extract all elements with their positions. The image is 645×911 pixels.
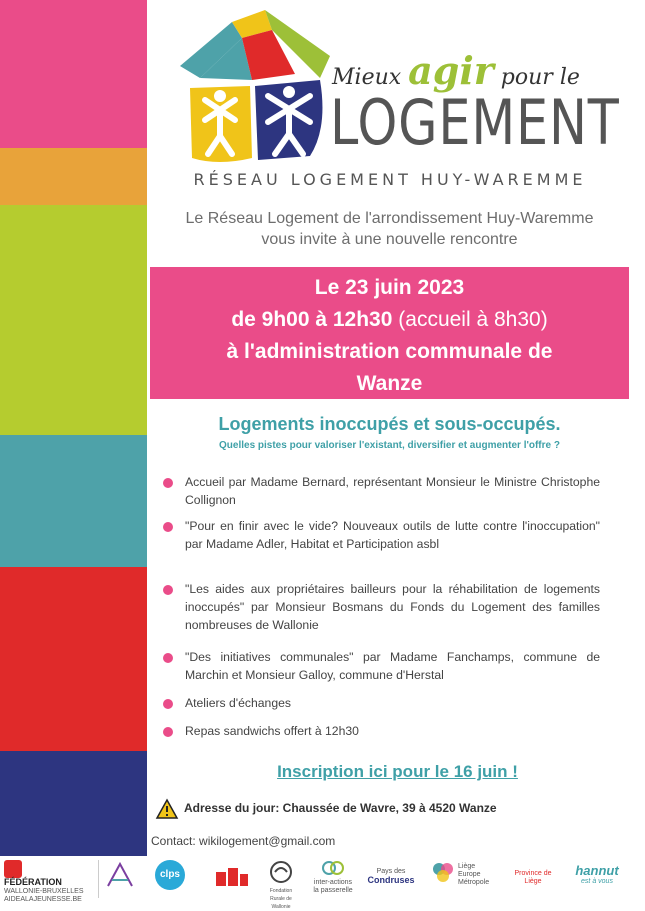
bullet-icon — [163, 699, 173, 709]
list-item-text: Repas sandwichs offert à 12h30 — [185, 724, 359, 738]
bullet-icon — [163, 727, 173, 737]
stripe-teal — [0, 435, 147, 567]
liege-metropole-logo: Liège Europe Métropole — [430, 860, 492, 887]
logo — [170, 8, 620, 194]
event-place: à l'administration communale de — [226, 340, 553, 363]
interactions-logo: inter-actions la passerelle — [310, 860, 356, 895]
intro-line-1: Le Réseau Logement de l'arrondissement Huy-Waremme — [185, 210, 594, 227]
logo-title: LOGEMENT — [330, 86, 620, 159]
list-item-text: "Des initiatives communales" par Madame Fanchamps, commune de Marchin et Monsieur Galloy, commune d'Herstal — [185, 650, 600, 682]
list-item — [160, 694, 600, 712]
event-date: Le 23 juin 2023 — [314, 276, 465, 299]
interactions-icon — [321, 860, 345, 876]
warning-icon — [156, 799, 178, 819]
stripe-orange — [0, 148, 147, 205]
house-small-icon — [212, 860, 252, 892]
list-item — [160, 473, 600, 509]
house-icon — [170, 8, 330, 168]
partner-logos — [0, 856, 629, 910]
bullet-icon — [163, 478, 173, 488]
address-text: Adresse du jour: Chaussée de Wavre, 39 à 4520 Wanze — [184, 801, 497, 816]
theme-subtitle: Quelles pistes pour valoriser l'existant, diversifier et augmenter l'offre ? — [219, 440, 560, 451]
list-item-text: Ateliers d'échanges — [185, 696, 291, 710]
color-stripes — [0, 0, 147, 900]
fondation-logo: Fondation Rurale de Wallonie — [262, 860, 300, 911]
theme-title: Logements inoccupés et sous-occupés. — [218, 414, 561, 434]
bullet-icon — [163, 522, 173, 532]
ministry-icon — [102, 860, 138, 890]
address — [156, 799, 497, 819]
list-item — [160, 580, 600, 634]
hannut-logo: hannut est à vous — [575, 863, 619, 885]
bullet-icon — [163, 653, 173, 663]
event-box — [150, 267, 629, 399]
federation-icon — [4, 860, 22, 878]
bullet-icon — [163, 585, 173, 595]
fondation-icon — [268, 860, 294, 884]
stripe-navy — [0, 751, 147, 856]
logo-network: RÉSEAU LOGEMENT HUY-WAREMME — [193, 170, 587, 189]
stripe-pink — [0, 0, 147, 148]
list-item-text: Accueil par Madame Bernard, représentant Monsieur le Ministre Christophe Collignon — [185, 475, 600, 507]
contact-email: Contact: wikilogement@gmail.com — [151, 834, 336, 848]
province-liege-logo: Province de Liège — [514, 870, 552, 885]
list-item-text: "Les aides aux propriétaires bailleurs pour la réhabilitation de logements inoccupés" par Monsieur Bosmans du Fonds du Logement des familles nombreuses de Wallonie — [185, 582, 600, 632]
habitat-logo — [210, 860, 254, 895]
liege-icon — [430, 860, 456, 884]
federation-logo: FÉDÉRATION WALLONIE-BRUXELLES AIDEALAJEUNESSE.BE — [4, 860, 94, 904]
logo-tagline: Mieux agir pour le — [332, 48, 580, 93]
condruses-logo: Pays des Condruses — [367, 868, 415, 885]
ministry-logo — [98, 860, 140, 898]
intro-text — [150, 208, 629, 250]
event-time: de 9h00 à 12h30 (accueil à 8h30) — [231, 308, 548, 331]
event-place-city: Wanze — [356, 372, 423, 395]
list-item — [160, 648, 600, 684]
intro-line-2: vous invite à une nouvelle rencontre — [261, 231, 518, 248]
list-item — [160, 517, 600, 553]
list-item — [160, 722, 600, 740]
inscription-link[interactable]: Inscription ici pour le 16 juin ! — [277, 762, 518, 781]
list-item-text: "Pour en finir avec le vide? Nouveaux outils de lutte contre l'inoccupation" par Madame Adler, Habitat et Participation asbl — [185, 519, 600, 551]
stripe-red — [0, 567, 147, 751]
clps-logo: clps — [150, 860, 190, 890]
stripe-lime — [0, 205, 147, 435]
